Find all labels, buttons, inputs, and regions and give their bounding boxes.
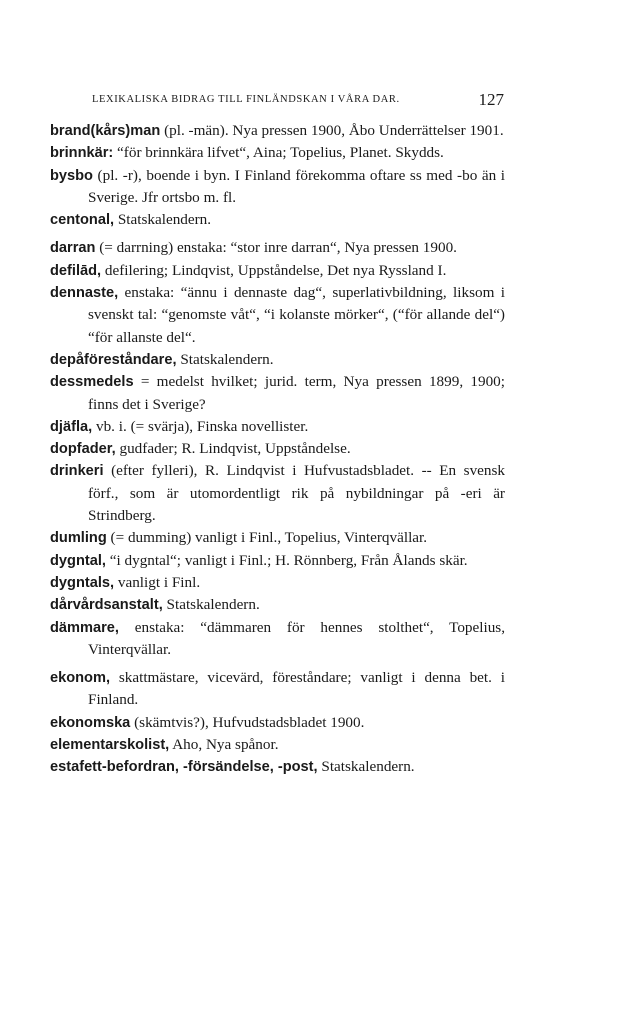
dictionary-entry [50,165,505,210]
headword: defilād, [50,262,102,279]
definition: (pl. -män). Nya pressen 1900, Åbo Underrättelser 1901. [160,122,504,139]
dictionary-entry [50,756,505,778]
dictionary-entry [50,617,505,662]
headword: djäfla, [50,418,93,435]
definition: (pl. -r), boende i byn. I Finland förekomma oftare ss med -bo än i Sverige. Jfr ortsbo m. fl. [88,166,505,206]
headword: brand(kårs)man [50,123,161,139]
headword: dumling [50,530,107,547]
headword: brinnkär: [50,145,114,162]
definition: Aho, Nya spånor. [169,736,279,754]
definition: (skämtvis?), Hufvudstadsbladet 1900. [130,713,365,731]
definition: vb. i. (= svärja), Finska novellister. [92,417,309,435]
definition: enstaka: “dämmaren för hennes stolthet“, Topelius, Vinterqvällar. [88,618,505,658]
headword: darran [50,240,96,257]
dictionary-entry [50,371,505,416]
dictionary-entry [50,142,505,164]
dictionary-entries [50,120,505,779]
dictionary-entry [50,734,505,756]
dictionary-entry [50,209,505,231]
definition: (efter fylleri), R. Lindqvist i Hufvustadsbladet. -- En svensk förf., som är utomordentligt rik på nybildningar på -eri är Strindberg. [88,462,505,525]
headword: dennaste, [50,285,119,302]
headword: centonal, [50,212,115,229]
definition: Statskalendern. [114,211,212,229]
headword: dessmedels [50,374,134,391]
headword: dygntals, [50,574,115,591]
definition: = medelst hvilket; jurid. term, Nya pressen 1899, 1900; finns det i Sverige? [88,373,505,413]
dictionary-entry [50,282,505,349]
dictionary-entry [50,594,505,616]
headword: ekonom, [50,670,111,687]
dictionary-entry [50,527,505,549]
headword: dämmare, [50,619,119,636]
headword: drinkeri [50,463,104,480]
dictionary-entry [50,438,505,460]
definition: “i dygntal“; vanligt i Finl.; H. Rönnberg, Från Ålands skär. [105,551,468,569]
headword: dygntal, [50,552,106,569]
headword: dårvårdsanstalt, [50,597,163,614]
headword: elementarskolist, [50,737,170,754]
dictionary-entry [50,712,505,734]
headword: ekonomska [50,714,131,731]
dictionary-entry [50,550,505,572]
definition: skattmästare, vicevärd, föreståndare; vanligt i denna bet. i Finland. [88,669,505,709]
definition: gudfader; R. Lindqvist, Uppståndelse. [115,440,351,458]
page-number: 127 [478,90,504,109]
headword: bysbo [50,167,93,184]
dictionary-entry [50,349,505,371]
headword: dopfader, [50,441,116,458]
running-head-title: LEXIKALISKA BIDRAG TILL FINLÄNDSKAN I VÅRA DAR. [92,94,400,105]
dictionary-entry [50,237,505,259]
dictionary-entry [50,416,505,438]
definition: enstaka: “ännu i dennaste dag“, superlativbildning, liksom i svenskt tal: “genomste våt“, “i kolanste mörker“, (“för allande del“) “för allanste del“. [88,284,505,346]
definition: (= dumming) vanligt i Finl., Topelius, Vinterqvällar. [106,529,428,547]
headword: estafett-befordran, -försändelse, -post, [50,759,318,776]
running-head [92,90,504,112]
definition: “för brinnkära lifvet“, Aina; Topelius, Planet. Skydds. [113,144,444,162]
dictionary-entry [50,260,505,282]
dictionary-entry [50,667,505,712]
definition: Statskalendern. [317,758,415,776]
dictionary-entry [50,120,505,142]
definition: (= darrning) enstaka: “stor inre darran“, Nya pressen 1900. [95,239,457,257]
definition: defilering; Lindqvist, Uppståndelse, Det nya Ryssland I. [101,261,447,279]
headword: depåföreståndare, [50,351,177,368]
dictionary-entry [50,572,505,594]
definition: Statskalendern. [162,596,260,614]
dictionary-entry [50,460,505,527]
definition: Statskalendern. [176,350,274,368]
definition: vanligt i Finl. [114,573,201,591]
